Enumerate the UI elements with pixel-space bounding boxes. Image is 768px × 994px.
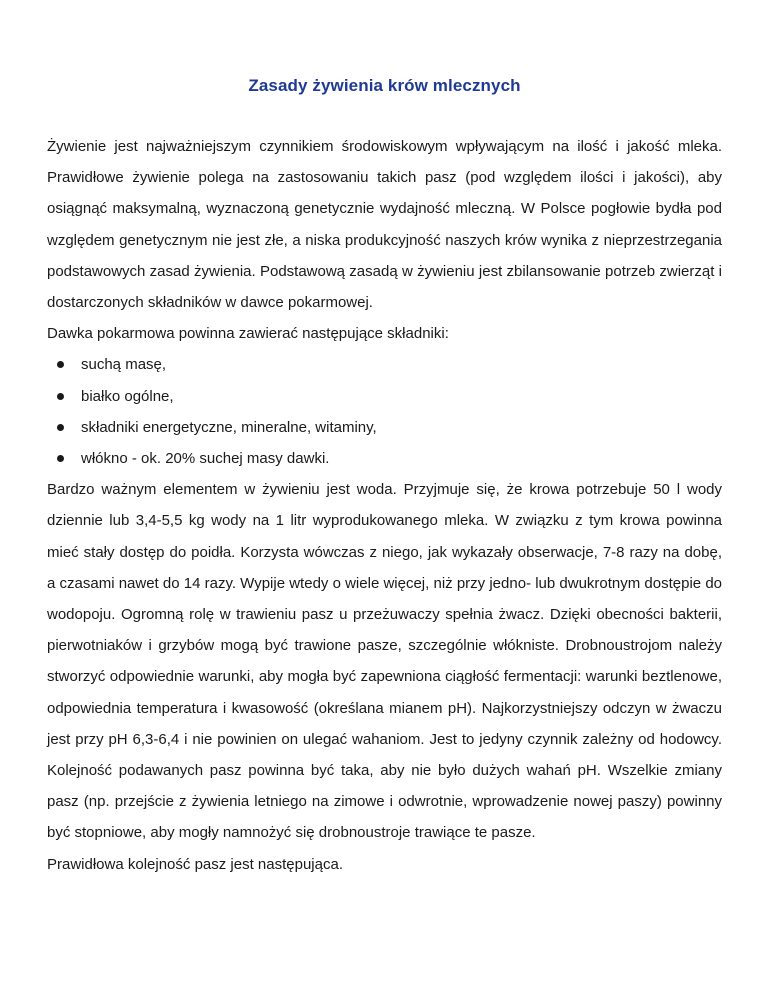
document-title: Zasady żywienia krów mlecznych xyxy=(248,76,521,95)
bullet-icon xyxy=(57,393,64,400)
list-item xyxy=(47,381,722,412)
list-item-text: suchą masę, xyxy=(81,356,167,374)
list-item xyxy=(47,349,722,380)
list-item xyxy=(47,412,722,443)
document-page xyxy=(47,0,722,880)
paragraph-nutrition-intro: Żywienie jest najważniejszym czynnikiem środowiskowym wpływającym na ilość i jakość mleka. Prawidłowe żywienie polega na zastosowaniu takich pasz (pod względem ilości i jakości), aby osiągnąć maksymalną, wyznaczoną genetycznie wydajność mleczną. W Polsce pogłowie bydła pod względem genetycznym nie jest złe, a niska produkcyjność naszych krów wynika z nieprzestrzegania podstawowych zasad żywienia. Podstawową zasadą w żywieniu jest zbilansowanie potrzeb zwierząt i dostarczonych składników w dawce pokarmowej. xyxy=(47,138,722,312)
bullet-icon xyxy=(57,455,64,462)
bullet-icon xyxy=(57,424,64,431)
closing-sentence: Prawidłowa kolejność pasz jest następująca. xyxy=(47,855,343,873)
feed-components-list xyxy=(47,349,722,474)
feed-components-intro: Dawka pokarmowa powinna zawierać następujące składniki: xyxy=(47,325,449,343)
list-item-text: białko ogólne, xyxy=(81,387,174,405)
list-item-text: włókno - ok. 20% suchej masy dawki. xyxy=(81,450,330,468)
list-item-text: składniki energetyczne, mineralne, witaminy, xyxy=(81,418,377,436)
document-body xyxy=(47,131,722,880)
list-item xyxy=(47,443,722,474)
bullet-icon xyxy=(57,361,64,368)
paragraph-water-and-rumen: Bardzo ważnym elementem w żywieniu jest woda. Przyjmuje się, że krowa potrzebuje 50 l wody dziennie lub 3,4-5,5 kg wody na 1 litr wyprodukowanego mleka. W związku z tym krowa powinna mieć stały dostęp do poidła. Korzysta wówczas z niego, jak wykazały obserwacje, 7-8 razy na dobę, a czasami nawet do 14 razy. Wypije wtedy o wiele więcej, niż przy jedno- lub dwukrotnym dostępie do wodopoju. Ogromną rolę w trawieniu pasz u przeżuwaczy spełnia żwacz. Dzięki obecności bakterii, pierwotniaków i grzybów mogą być trawione pasze, szczególnie włókniste. Drobnoustrojom należy stworzyć odpowiednie warunki, aby mogła być zapewniona ciągłość fermentacji: warunki beztlenowe, odpowiednia temperatura i kwasowość (określana mianem pH). Najkorzystniejszy odczyn w żwaczu jest przy pH 6,3-6,4 i nie powinien on ulegać wahaniom. Jest to jedyny czynnik zależny od hodowcy. Kolejność podawanych pasz powinna być taka, aby nie było dużych wahań pH. Wszelkie zmiany pasz (np. przejście z żywienia letniego na zimowe i odwrotnie, wprowadzenie nowej paszy) powinny być stopniowe, aby mogły namnożyć się drobnoustroje trawiące te pasze. xyxy=(47,481,722,842)
